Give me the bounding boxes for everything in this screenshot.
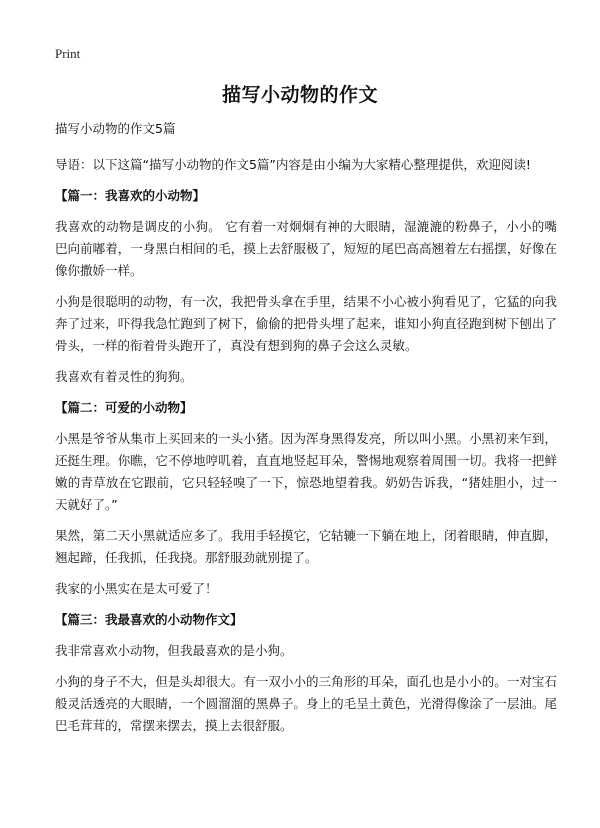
- article-body: [55, 118, 557, 746]
- paragraph: 我家的小黑实在是太可爱了！: [55, 581, 218, 596]
- section-heading: 【篇二：可爱的小动物】: [55, 400, 193, 415]
- page-title: 描写小动物的作文: [221, 84, 378, 106]
- paragraph: 果然，第二天小黑就适应多了。我用手轻摸它，它轱辘一下躺在地上，闭着眼睛，伸直脚，翘起蹄，任我抓，任我挠。那舒服劲就别提了。: [55, 528, 557, 565]
- paragraph: 我非常喜欢小动物，但我最喜欢的是小狗。: [55, 643, 293, 658]
- section-heading: 【篇一：我喜欢的小动物】: [55, 188, 206, 203]
- article-subtitle: 描写小动物的作文5篇: [55, 121, 176, 136]
- paragraph: 我喜欢有着灵性的狗狗。: [55, 369, 193, 384]
- paragraph: 小黑是爷爷从集市上买回来的一头小猪。因为浑身黑得发亮，所以叫小黑。小黑初来乍到，还挺生理。你瞧，它不停地哼叽着，直直地竖起耳朵，警惕地观察着周围一切。我将一把鲜嫩的青草放在它跟前，它只轻轻嗅了一下，惊恐地望着我。奶奶告诉我，“猪娃胆小，过一天就好了。”: [55, 431, 557, 512]
- print-link[interactable]: Print: [55, 46, 81, 61]
- paragraph: 我喜欢的动物是调皮的小狗。 它有着一对炯炯有神的大眼睛，湿漉漉的粉鼻子，小小的嘴巴向前嘟着，一身黑白相间的毛，摸上去舒服极了，短短的尾巴高高翘着左右摇摆，好像在像你撒娇一样。: [55, 219, 557, 278]
- intro-paragraph: 导语：以下这篇“描写小动物的作文5篇”内容是由小编为大家精心整理提供，欢迎阅读!: [55, 157, 531, 172]
- section-heading: 【篇三：我最喜欢的小动物作文】: [55, 612, 243, 627]
- paragraph: 小狗是很聪明的动物，有一次，我把骨头拿在手里，结果不小心被小狗看见了，它猛的向我奔了过来，吓得我急忙跑到了树下，偷偷的把骨头埋了起来，谁知小狗直径跑到树下刨出了骨头，一样的衔着骨头跑开了，真没有想到狗的鼻子会这么灵敏。: [55, 294, 557, 353]
- paragraph: 小狗的身子不大，但是头却很大。有一双小小的三角形的耳朵，面孔也是小小的。一对宝石般灵活透亮的大眼睛，一个圆溜溜的黑鼻子。身上的毛呈土黄色，光滑得像涂了一层油。尾巴毛茸茸的，常摆来摆去，摸上去很舒服。: [55, 674, 557, 733]
